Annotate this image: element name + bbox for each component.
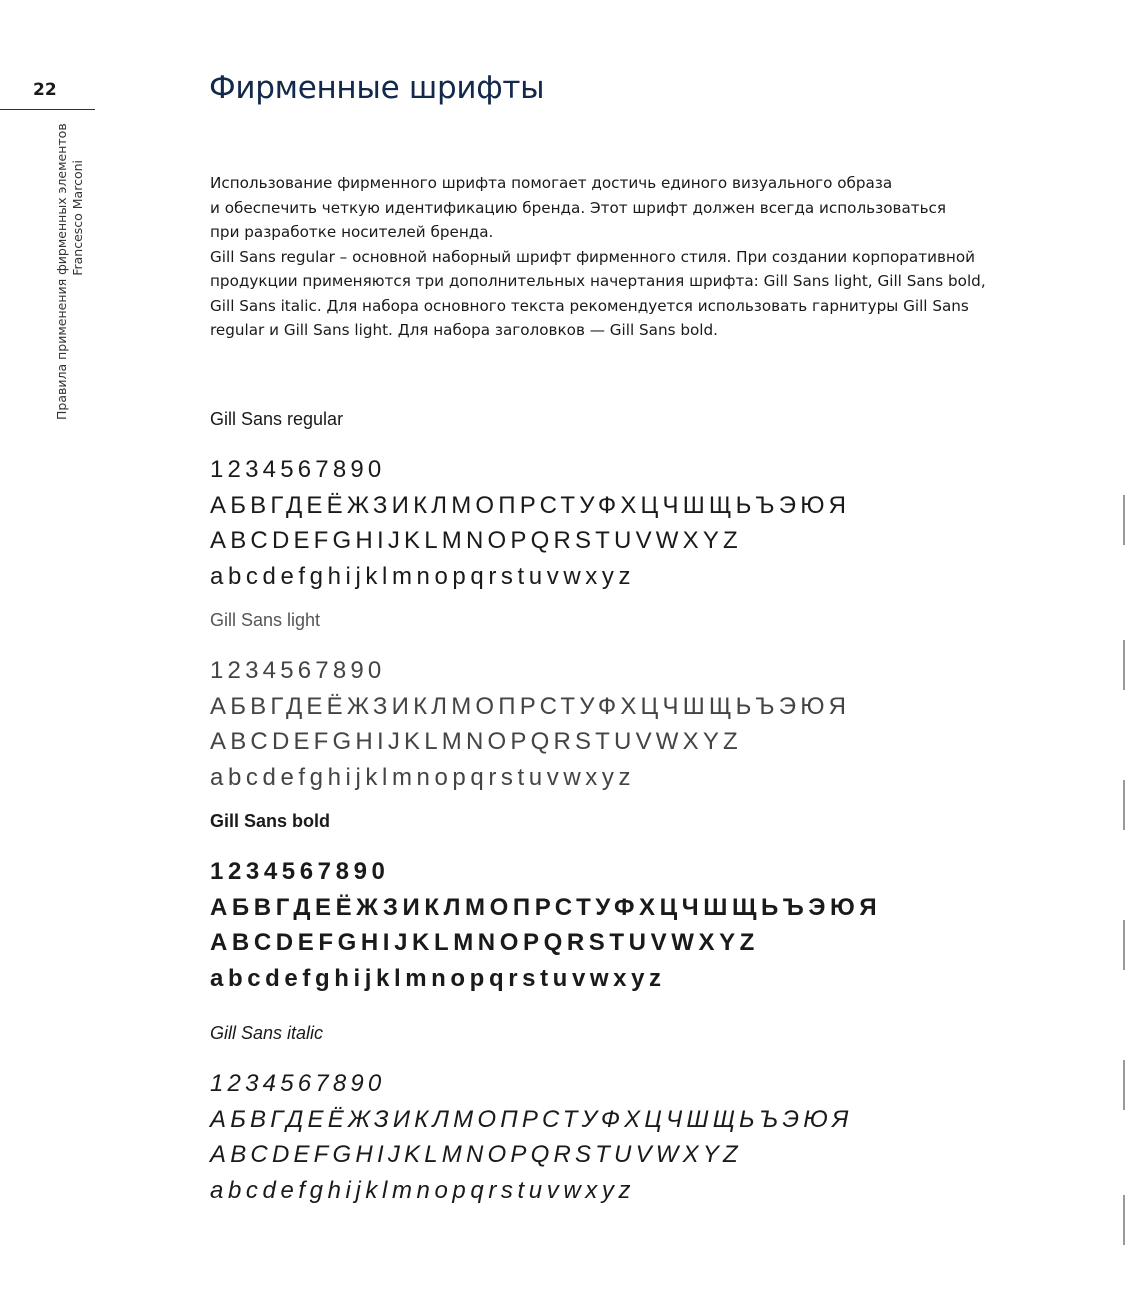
specimen-italic — [210, 1022, 853, 1208]
page-number-rule — [0, 109, 95, 110]
specimen-latin-upper: ABCDEFGHIJKLMNOPQRSTUVWXYZ — [210, 728, 742, 755]
specimen-latin-upper: ABCDEFGHIJKLMNOPQRSTUVWXYZ — [210, 1141, 742, 1168]
specimen-latin-upper: ABCDEFGHIJKLMNOPQRSTUVWXYZ — [210, 527, 742, 554]
specimen-label: Gill Sans regular — [210, 409, 344, 429]
intro-line: Gill Sans regular – основной наборный шрифт фирменного стиля. При создании корпоративной — [210, 247, 975, 266]
specimen-regular — [210, 408, 850, 594]
specimen-latin-lower: abcdefghijklmnopqrstuvwxyz — [210, 562, 636, 590]
sidebar-running-head — [54, 123, 86, 420]
specimen-cyrillic: АБВГДЕЁЖЗИКЛМОПРСТУФХЦЧШЩЬЪЭЮЯ — [210, 491, 851, 519]
specimen-digits: 1234567890 — [210, 1070, 386, 1097]
specimen-cyrillic: АБВГДЕЁЖЗИКЛМОПРСТУФХЦЧШЩЬЪЭЮЯ — [210, 1105, 853, 1133]
page-title: Фирменные шрифты — [209, 70, 545, 106]
intro-line: regular и Gill Sans light. Для набора заголовков — Gill Sans bold. — [210, 321, 718, 339]
specimen-digits: 1234567890 — [210, 456, 386, 483]
intro-text — [210, 171, 1040, 343]
specimen-label: Gill Sans bold — [210, 811, 331, 831]
intro-line: Использование фирменного шрифта помогает достичь единого визуального образа — [210, 174, 893, 192]
specimen-label: Gill Sans light — [210, 610, 321, 630]
intro-line: Gill Sans italic. Для набора основного текста рекомендуется использовать гарнитуры Gill Sans — [210, 296, 969, 315]
intro-line: и обеспечить четкую идентификацию бренда. Этот шрифт должен всегда использоваться — [210, 198, 947, 217]
specimen-cyrillic: АБВГДЕЁЖЗИКЛМОПРСТУФХЦЧШЩЬЪЭЮЯ — [210, 692, 851, 720]
sidebar-line-guide-title: Правила применения фирменных элементов — [54, 123, 69, 420]
specimen-latin-lower: abcdefghijklmnopqrstuvwxyz — [210, 1176, 636, 1204]
intro-line: продукции применяются три дополнительных начертания шрифта: Gill Sans light, Gill Sans bold, — [210, 272, 986, 290]
specimen-light — [210, 609, 850, 795]
specimen-latin-upper: ABCDEFGHIJKLMNOPQRSTUVWXYZ — [210, 929, 759, 956]
specimen-latin-lower: abcdefghijklmnopqrstuvwxyz — [210, 964, 666, 992]
specimen-latin-lower: abcdefghijklmnopqrstuvwxyz — [210, 763, 636, 791]
specimen-digits: 1234567890 — [210, 657, 386, 684]
sidebar-line-brand: Francesco Marconi — [70, 160, 85, 276]
page-number: 22 — [33, 80, 57, 100]
specimen-label: Gill Sans italic — [210, 1023, 324, 1043]
specimen-digits: 1234567890 — [210, 858, 390, 885]
specimen-cyrillic: АБВГДЕЁЖЗИКЛМОПРСТУФХЦЧШЩЬЪЭЮЯ — [210, 893, 882, 921]
specimen-bold — [210, 810, 881, 996]
intro-line: при разработке носителей бренда. — [210, 223, 494, 241]
